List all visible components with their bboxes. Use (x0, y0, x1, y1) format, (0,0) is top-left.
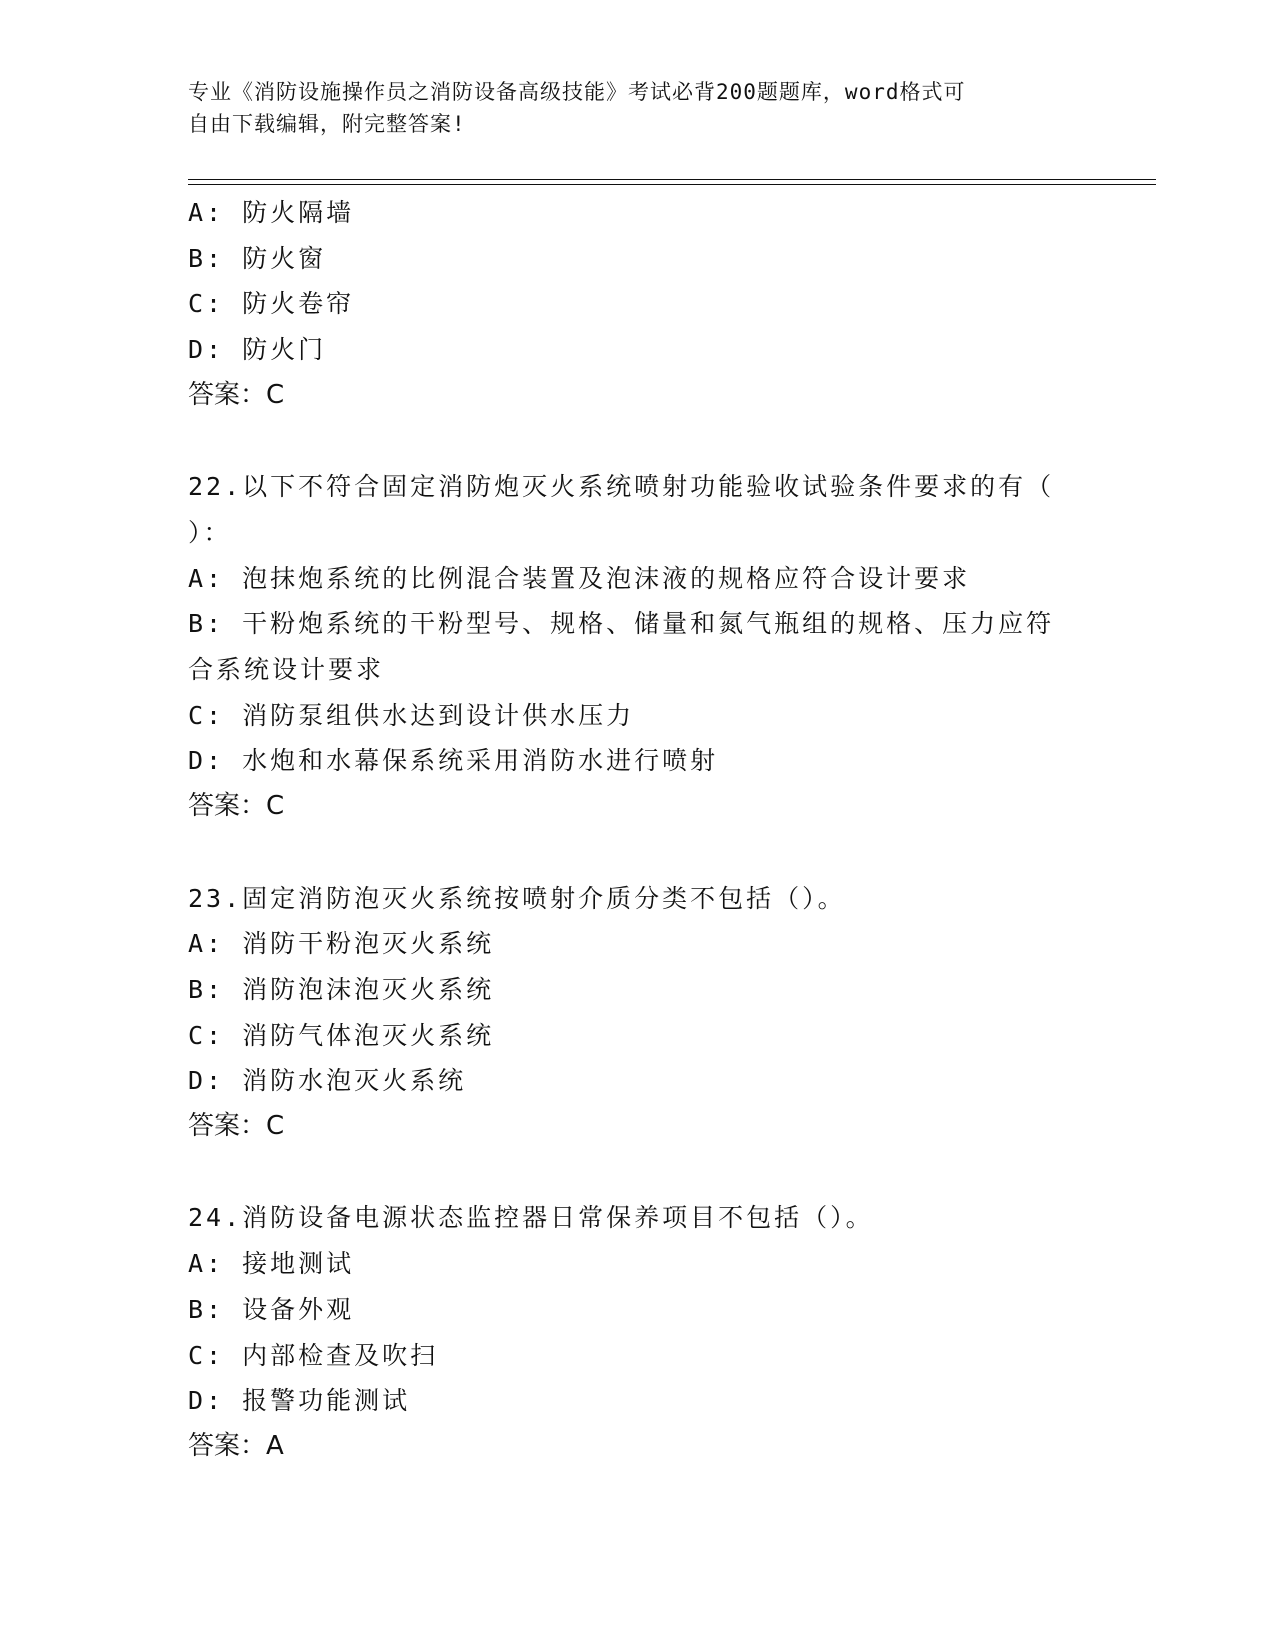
question-stem: 24.消防设备电源状态监控器日常保养项目不包括（）。 (188, 1203, 874, 1233)
answer: 答案：C (188, 379, 285, 410)
option-c: C: 内部检查及吹扫 (188, 1340, 439, 1370)
option-b: B: 设备外观 (188, 1294, 355, 1324)
question-21 (188, 190, 1078, 419)
header-divider-top (188, 179, 1156, 180)
option-c: C: 防火卷帘 (188, 289, 355, 319)
question-stem-line-2: ）： (188, 517, 232, 547)
option-b: B: 防火窗 (188, 243, 327, 273)
option-d: D: 消防水泡灭火系统 (188, 1066, 467, 1096)
option-a: A: 泡抹炮系统的比例混合装置及泡沫液的规格应符合设计要求 (188, 563, 971, 593)
header-line-2: 自由下载编辑，附完整答案! (188, 112, 466, 136)
option-a: A: 防火隔墙 (188, 198, 355, 227)
option-c: C: 消防气体泡灭火系统 (188, 1020, 495, 1050)
option-b-line-2: 合系统设计要求 (188, 655, 385, 685)
question-stem: 23.固定消防泡灭火系统按喷射介质分类不包括（）。 (188, 883, 846, 913)
header-line-1: 专业《消防设施操作员之消防设备高级技能》考试必背200题题库，word格式可 (188, 80, 966, 104)
question-22 (188, 464, 1078, 830)
option-d: D: 水炮和水幕保系统采用消防水进行喷射 (188, 746, 719, 776)
question-stem-line-1: 22.以下不符合固定消防炮灭火系统喷射功能验收试验条件要求的有（ (188, 472, 1055, 502)
question-list (188, 190, 1078, 1470)
answer: 答案：C (188, 791, 285, 822)
header-divider-bottom (188, 184, 1156, 185)
question-23 (188, 876, 1078, 1150)
document-header (188, 76, 1068, 140)
option-d: D: 报警功能测试 (188, 1386, 411, 1416)
answer: 答案：C (188, 1111, 285, 1142)
option-d: D: 防火门 (188, 335, 327, 365)
option-c: C: 消防泵组供水达到设计供水压力 (188, 700, 635, 730)
option-b-line-1: B: 干粉炮系统的干粉型号、规格、储量和氮气瓶组的规格、压力应符 (188, 609, 1055, 639)
question-24 (188, 1195, 1078, 1469)
option-b: B: 消防泡沫泡灭火系统 (188, 974, 495, 1004)
option-a: A: 接地测试 (188, 1249, 355, 1279)
answer: 答案：A (188, 1430, 284, 1461)
option-a: A: 消防干粉泡灭火系统 (188, 929, 495, 959)
